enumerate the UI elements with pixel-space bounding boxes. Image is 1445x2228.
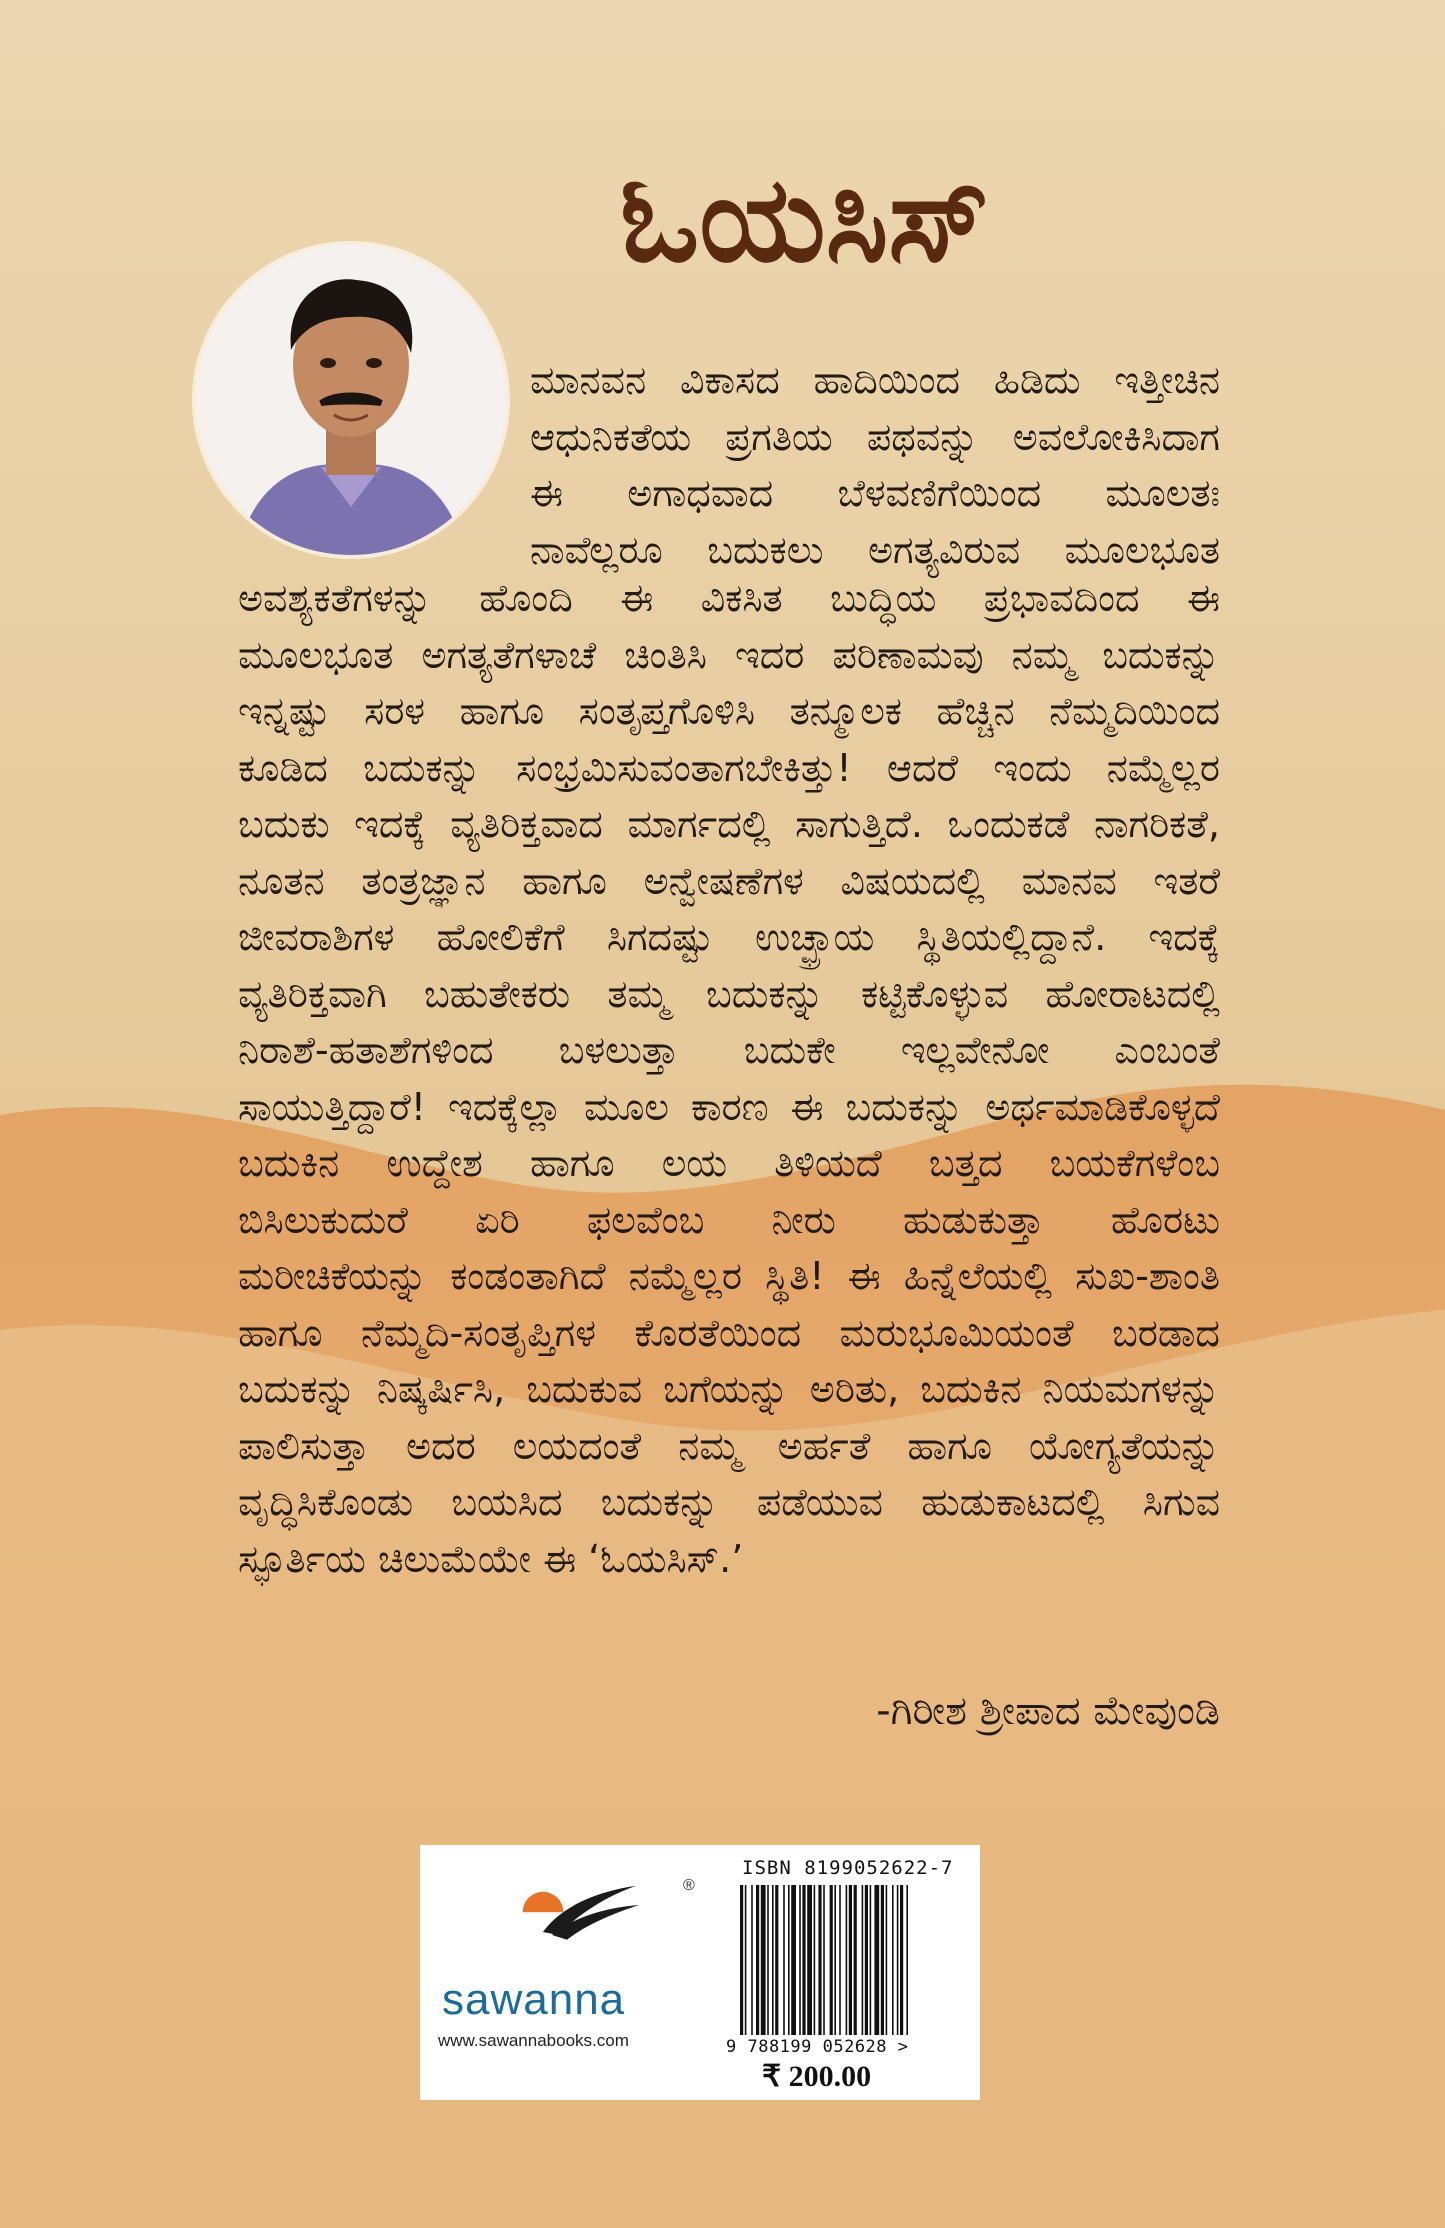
blurb-intro-lines	[530, 352, 1220, 578]
blurb-line: ಸಾಯುತ್ತಿದ್ದಾರೆ! ಇದಕ್ಕೆಲ್ಲಾ ಮೂಲ ಕಾರಣ ಈ ಬದುಕನ್ನು ಅರ್ಥಮಾಡಿಕೊಳ್ಳದೆ	[238, 1084, 1220, 1129]
blurb-line-last: ಸ್ಫೂರ್ತಿಯ ಚಿಲುಮೆಯೇ ಈ ‘ಓಯಸಿಸ್.’	[238, 1536, 744, 1581]
blurb-line: ಕೂಡಿದ ಬದುಕನ್ನು ಸಂಭ್ರಮಿಸುವಂತಾಗಬೇಕಿತ್ತು! ಆದರೆ ಇಂದು ನಮ್ಮೆಲ್ಲರ	[238, 745, 1220, 790]
publisher-barcode-panel	[420, 1845, 980, 2100]
publisher-url: www.sawannabooks.com	[438, 2031, 629, 2050]
author-portrait-icon	[196, 245, 506, 555]
book-title: ಓಯಸಿಸ್	[620, 150, 990, 288]
blurb-line: ಬದುಕು ಇದಕ್ಕೆ ವ್ಯತಿರಿಕ್ತವಾದ ಮಾರ್ಗದಲ್ಲಿ ಸಾಗುತ್ತಿದೆ. ಒಂದುಕಡೆ ನಾಗರಿಕತೆ,	[238, 802, 1220, 846]
publisher-name: sawanna	[442, 1975, 626, 2024]
blurb-line: ಹಾಗೂ ನೆಮ್ಮದಿ-ಸಂತೃಪ್ತಿಗಳ ಕೊರತೆಯಿಂದ ಮರುಭೂಮಿಯಂತೆ ಬರಡಾದ	[238, 1310, 1220, 1355]
registered-mark: ®	[683, 1877, 695, 1894]
blurb-line: ಮಾನವನ ವಿಕಾಸದ ಹಾದಿಯಿಂದ ಹಿಡಿದು ಇತ್ತೀಚಿನ	[530, 358, 1220, 402]
blurb-line: ಈ ಅಗಾಧವಾದ ಬೆಳವಣಿಗೆಯಿಂದ ಮೂಲತಃ	[530, 471, 1220, 515]
price-label: ₹ 200.00	[762, 2060, 872, 2093]
blurb-line: ಇನ್ನಷ್ಟು ಸರಳ ಹಾಗೂ ಸಂತೃಪ್ತಗೊಳಿಸಿ ತನ್ಮೂಲಕ ಹೆಚ್ಚಿನ ನೆಮ್ಮದಿಯಿಂದ	[238, 689, 1220, 733]
author-signature: -ಗಿರೀಶ ಶ್ರೀಪಾದ ಮೇವುಂಡಿ	[876, 1688, 1220, 1734]
isbn-label: ISBN 8199052622-7	[742, 1857, 954, 1879]
blurb-line: ಪಾಲಿಸುತ್ತಾ ಅದರ ಲಯದಂತೆ ನಮ್ಮ ಅರ್ಹತೆ ಹಾಗೂ ಯೋಗ್ಯತೆಯನ್ನು	[238, 1423, 1220, 1468]
blurb-line: ಬಿಸಿಲುಕುದುರೆ ಏರಿ ಫಲವೆಂಬ ನೀರು ಹುಡುಕುತ್ತಾ ಹೊರಟು	[238, 1197, 1220, 1242]
blurb-line: ಮರೀಚಿಕೆಯನ್ನು ಕಂಡಂತಾಗಿದೆ ನಮ್ಮೆಲ್ಲರ ಸ್ಥಿತಿ! ಈ ಹಿನ್ನೆಲೆಯಲ್ಲಿ ಸುಖ-ಶಾಂತಿ	[238, 1254, 1220, 1298]
blurb-line: ಮೂಲಭೂತ ಅಗತ್ಯತೆಗಳಾಚೆ ಚಿಂತಿಸಿ ಇದರ ಪರಿಣಾಮವು ನಮ್ಮ ಬದುಕನ್ನು	[238, 632, 1220, 677]
blurb-line: ಜೀವರಾಶಿಗಳ ಹೋಲಿಕೆಗೆ ಸಿಗದಷ್ಟು ಉಚ್ಛ್ರಾಯ ಸ್ಥಿತಿಯಲ್ಲಿದ್ದಾನೆ. ಇದಕ್ಕೆ	[238, 915, 1220, 959]
blurb-line: ವೃದ್ಧಿಸಿಕೊಂಡು ಬಯಸಿದ ಬದುಕನ್ನು ಪಡೆಯುವ ಹುಡುಕಾಟದಲ್ಲಿ ಸಿಗುವ	[238, 1480, 1220, 1524]
barcode-icon	[738, 1885, 960, 2035]
blurb-line: ಬದುಕನ್ನು ನಿಷ್ಕರ್ಷಿಸಿ, ಬದುಕುವ ಬಗೆಯನ್ನು ಅರಿತು, ಬದುಕಿನ ನಿಯಮಗಳನ್ನು	[238, 1367, 1220, 1411]
blurb-body	[238, 570, 1220, 1587]
blurb-line: ಅವಶ್ಯಕತೆಗಳನ್ನು ಹೊಂದಿ ಈ ವಿಕಸಿತ ಬುದ್ಧಿಯ ಪ್ರಭಾವದಿಂದ ಈ	[238, 576, 1220, 620]
blurb-line: ನಿರಾಶೆ-ಹತಾಶೆಗಳಿಂದ ಬಳಲುತ್ತಾ ಬದುಕೇ ಇಲ್ಲವೇನೋ ಎಂಬಂತೆ	[238, 1028, 1220, 1072]
blurb-line: ನಾವೆಲ್ಲರೂ ಬದುಕಲು ಅಗತ್ಯವಿರುವ ಮೂಲಭೂತ	[530, 527, 1220, 572]
blurb-line: ಆಧುನಿಕತೆಯ ಪ್ರಗತಿಯ ಪಥವನ್ನು ಅವಲೋಕಿಸಿದಾಗ	[530, 414, 1220, 459]
barcode-digits: 9 788199 052628 >	[726, 2037, 909, 2057]
blurb-line: ವ್ಯತಿರಿಕ್ತವಾಗಿ ಬಹುತೇಕರು ತಮ್ಮ ಬದುಕನ್ನು ಕಟ್ಟಿಕೊಳ್ಳುವ ಹೋರಾಟದಲ್ಲಿ	[238, 971, 1220, 1016]
blurb-line: ಬದುಕಿನ ಉದ್ದೇಶ ಹಾಗೂ ಲಯ ತಿಳಿಯದೆ ಬತ್ತದ ಬಯಕೆಗಳೆಂಬ	[238, 1141, 1220, 1185]
blurb-line: ನೂತನ ತಂತ್ರಜ್ಞಾನ ಹಾಗೂ ಅನ್ವೇಷಣೆಗಳ ವಿಷಯದಲ್ಲಿ ಮಾನವ ಇತರೆ	[238, 858, 1220, 903]
